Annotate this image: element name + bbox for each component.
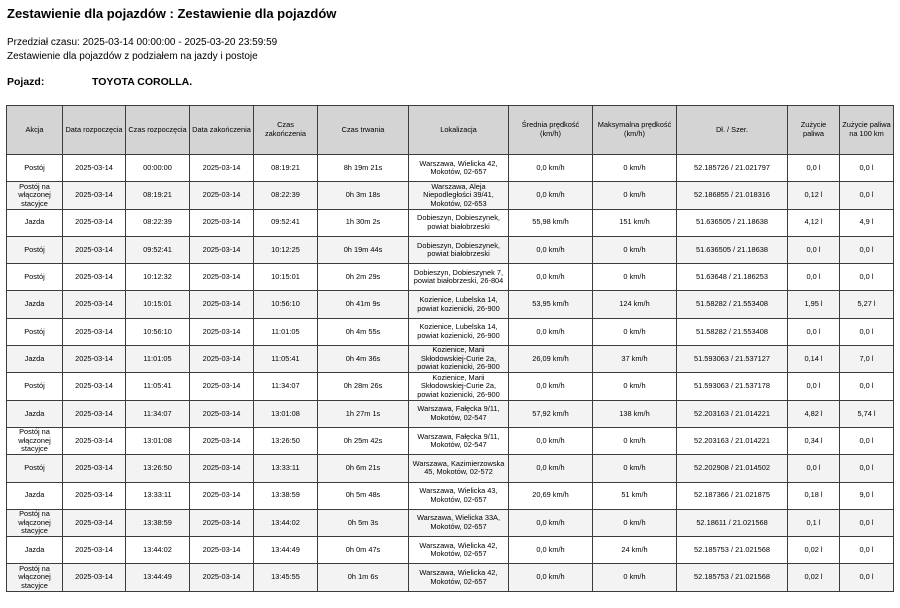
- cell-avg-speed: 55,98 km/h: [509, 209, 593, 236]
- cell-coordinates: 52.185753 / 21.021568: [677, 564, 788, 591]
- cell-action: Jazda: [7, 291, 63, 318]
- cell-location: Kozienice, Lubelska 14, powiat kozienicki, 26-900: [409, 318, 509, 345]
- cell-duration: 1h 27m 1s: [318, 400, 409, 427]
- cell-fuel-per-100km: 5,27 l: [840, 291, 894, 318]
- column-header-location: Lokalizacja: [409, 106, 509, 155]
- cell-fuel-usage: 0,02 l: [788, 537, 840, 564]
- cell-avg-speed: 0,0 km/h: [509, 509, 593, 536]
- cell-location: Warszawa, Aleja Niepodległości 39/41, Mokotów, 02-653: [409, 182, 509, 209]
- table-row: [7, 427, 894, 454]
- cell-location: Dobieszyn, Dobieszynek 7, powiat białobrzeski, 26-804: [409, 264, 509, 291]
- cell-coordinates: 52.202908 / 21.014502: [677, 455, 788, 482]
- cell-fuel-per-100km: 0,0 l: [840, 537, 894, 564]
- cell-start-time: 13:33:11: [126, 482, 190, 509]
- cell-fuel-per-100km: 0,0 l: [840, 264, 894, 291]
- cell-fuel-usage: 1,95 l: [788, 291, 840, 318]
- cell-fuel-usage: 0,0 l: [788, 155, 840, 182]
- cell-avg-speed: 0,0 km/h: [509, 264, 593, 291]
- cell-end-time: 08:22:39: [254, 182, 318, 209]
- cell-start-date: 2025-03-14: [63, 482, 126, 509]
- cell-action: Postój: [7, 455, 63, 482]
- cell-end-time: 13:38:59: [254, 482, 318, 509]
- cell-fuel-usage: 0,12 l: [788, 182, 840, 209]
- cell-max-speed: 124 km/h: [593, 291, 677, 318]
- cell-duration: 0h 41m 9s: [318, 291, 409, 318]
- cell-start-time: 08:19:21: [126, 182, 190, 209]
- cell-coordinates: 51.593063 / 21.537178: [677, 373, 788, 400]
- cell-fuel-per-100km: 5,74 l: [840, 400, 894, 427]
- cell-action: Jazda: [7, 346, 63, 373]
- cell-coordinates: 52.18611 / 21.021568: [677, 509, 788, 536]
- cell-max-speed: 37 km/h: [593, 346, 677, 373]
- cell-start-date: 2025-03-14: [63, 236, 126, 263]
- cell-end-time: 09:52:41: [254, 209, 318, 236]
- cell-start-time: 11:05:41: [126, 373, 190, 400]
- table-row: [7, 346, 894, 373]
- cell-avg-speed: 0,0 km/h: [509, 427, 593, 454]
- cell-fuel-per-100km: 0,0 l: [840, 509, 894, 536]
- column-header-end-time: Czas zakończenia: [254, 106, 318, 155]
- cell-location: Dobieszyn, Dobieszynek, powiat białobrzeski: [409, 209, 509, 236]
- cell-location: Dobieszyn, Dobieszynek, powiat białobrzeski: [409, 236, 509, 263]
- cell-duration: 0h 28m 26s: [318, 373, 409, 400]
- cell-end-date: 2025-03-14: [190, 155, 254, 182]
- cell-end-date: 2025-03-14: [190, 209, 254, 236]
- cell-fuel-per-100km: 7,0 l: [840, 346, 894, 373]
- column-header-fuel-usage: Zużycie paliwa: [788, 106, 840, 155]
- cell-max-speed: 0 km/h: [593, 264, 677, 291]
- cell-action: Postój na włączonej stacyjce: [7, 564, 63, 591]
- cell-start-date: 2025-03-14: [63, 427, 126, 454]
- cell-start-time: 13:44:02: [126, 537, 190, 564]
- column-header-avg-speed: Średnia prędkość (km/h): [509, 106, 593, 155]
- cell-duration: 0h 0m 47s: [318, 537, 409, 564]
- column-header-start-time: Czas rozpoczęcia: [126, 106, 190, 155]
- vehicle-label: Pojazd:: [7, 76, 45, 88]
- cell-fuel-per-100km: 0,0 l: [840, 236, 894, 263]
- column-header-action: Akcja: [7, 106, 63, 155]
- cell-end-time: 11:05:41: [254, 346, 318, 373]
- column-header-end-date: Data zakończenia: [190, 106, 254, 155]
- cell-action: Postój na włączonej stacyjce: [7, 509, 63, 536]
- cell-end-date: 2025-03-14: [190, 264, 254, 291]
- cell-location: Kozienice, Marii Skłodowskiej-Curie 2a, powiat kozienicki, 26-900: [409, 373, 509, 400]
- cell-avg-speed: 20,69 km/h: [509, 482, 593, 509]
- cell-end-date: 2025-03-14: [190, 427, 254, 454]
- cell-duration: 0h 2m 29s: [318, 264, 409, 291]
- cell-fuel-per-100km: 9,0 l: [840, 482, 894, 509]
- cell-fuel-per-100km: 4,9 l: [840, 209, 894, 236]
- cell-duration: 0h 6m 21s: [318, 455, 409, 482]
- cell-end-date: 2025-03-14: [190, 182, 254, 209]
- cell-max-speed: 0 km/h: [593, 427, 677, 454]
- cell-location: Warszawa, Wielicka 42, Mokotów, 02-657: [409, 537, 509, 564]
- cell-avg-speed: 0,0 km/h: [509, 318, 593, 345]
- cell-duration: 0h 1m 6s: [318, 564, 409, 591]
- cell-fuel-usage: 0,0 l: [788, 264, 840, 291]
- cell-start-time: 13:26:50: [126, 455, 190, 482]
- cell-start-time: 00:00:00: [126, 155, 190, 182]
- vehicle-name: TOYOTA COROLLA.: [92, 76, 193, 88]
- cell-fuel-per-100km: 0,0 l: [840, 427, 894, 454]
- table-row: [7, 482, 894, 509]
- cell-fuel-per-100km: 0,0 l: [840, 564, 894, 591]
- cell-coordinates: 52.186855 / 21.018316: [677, 182, 788, 209]
- cell-fuel-usage: 0,34 l: [788, 427, 840, 454]
- cell-end-time: 13:45:55: [254, 564, 318, 591]
- cell-start-time: 11:34:07: [126, 400, 190, 427]
- cell-start-time: 08:22:39: [126, 209, 190, 236]
- cell-end-date: 2025-03-14: [190, 291, 254, 318]
- cell-end-date: 2025-03-14: [190, 564, 254, 591]
- cell-fuel-usage: 0,14 l: [788, 346, 840, 373]
- column-header-coordinates: Dł. / Szer.: [677, 106, 788, 155]
- cell-start-date: 2025-03-14: [63, 537, 126, 564]
- table-row: [7, 373, 894, 400]
- cell-start-time: 10:12:32: [126, 264, 190, 291]
- cell-fuel-usage: 4,12 l: [788, 209, 840, 236]
- cell-avg-speed: 57,92 km/h: [509, 400, 593, 427]
- cell-start-date: 2025-03-14: [63, 155, 126, 182]
- cell-end-time: 10:12:25: [254, 236, 318, 263]
- cell-fuel-per-100km: 0,0 l: [840, 373, 894, 400]
- cell-end-date: 2025-03-14: [190, 346, 254, 373]
- cell-end-time: 08:19:21: [254, 155, 318, 182]
- column-header-duration: Czas trwania: [318, 106, 409, 155]
- cell-duration: 0h 5m 48s: [318, 482, 409, 509]
- cell-start-time: 13:38:59: [126, 509, 190, 536]
- cell-start-date: 2025-03-14: [63, 346, 126, 373]
- cell-action: Jazda: [7, 537, 63, 564]
- cell-end-time: 13:44:02: [254, 509, 318, 536]
- cell-start-date: 2025-03-14: [63, 400, 126, 427]
- cell-duration: 0h 4m 36s: [318, 346, 409, 373]
- cell-end-date: 2025-03-14: [190, 537, 254, 564]
- column-header-max-speed: Maksymalna prędkość (km/h): [593, 106, 677, 155]
- cell-coordinates: 52.185753 / 21.021568: [677, 537, 788, 564]
- cell-end-time: 11:01:05: [254, 318, 318, 345]
- table-header-row: [7, 106, 894, 155]
- cell-max-speed: 0 km/h: [593, 564, 677, 591]
- cell-location: Warszawa, Fałęcka 9/11, Mokotów, 02-547: [409, 427, 509, 454]
- cell-start-date: 2025-03-14: [63, 182, 126, 209]
- cell-coordinates: 52.185726 / 21.021797: [677, 155, 788, 182]
- cell-coordinates: 51.58282 / 21.553408: [677, 318, 788, 345]
- cell-max-speed: 0 km/h: [593, 182, 677, 209]
- cell-fuel-per-100km: 0,0 l: [840, 182, 894, 209]
- table-row: [7, 537, 894, 564]
- cell-fuel-usage: 0,02 l: [788, 564, 840, 591]
- cell-fuel-per-100km: 0,0 l: [840, 455, 894, 482]
- table-row: [7, 509, 894, 536]
- table-row: [7, 564, 894, 591]
- cell-duration: 0h 3m 18s: [318, 182, 409, 209]
- cell-fuel-usage: 4,82 l: [788, 400, 840, 427]
- cell-end-date: 2025-03-14: [190, 482, 254, 509]
- cell-end-date: 2025-03-14: [190, 318, 254, 345]
- cell-start-date: 2025-03-14: [63, 509, 126, 536]
- cell-avg-speed: 0,0 km/h: [509, 182, 593, 209]
- cell-end-date: 2025-03-14: [190, 400, 254, 427]
- cell-action: Postój: [7, 318, 63, 345]
- cell-avg-speed: 26,09 km/h: [509, 346, 593, 373]
- cell-max-speed: 138 km/h: [593, 400, 677, 427]
- report-subtitle: Zestawienie dla pojazdów z podziałem na jazdy i postoje: [7, 51, 258, 62]
- table-row: [7, 209, 894, 236]
- cell-end-time: 10:56:10: [254, 291, 318, 318]
- cell-coordinates: 52.203163 / 21.014221: [677, 400, 788, 427]
- cell-fuel-usage: 0,0 l: [788, 455, 840, 482]
- cell-action: Postój: [7, 155, 63, 182]
- cell-location: Warszawa, Wielicka 42, Mokotów, 02-657: [409, 564, 509, 591]
- cell-location: Warszawa, Wielicka 42, Mokotów, 02-657: [409, 155, 509, 182]
- column-header-start-date: Data rozpoczęcia: [63, 106, 126, 155]
- cell-fuel-per-100km: 0,0 l: [840, 155, 894, 182]
- page-title: Zestawienie dla pojazdów : Zestawienie dla pojazdów: [7, 6, 337, 21]
- cell-avg-speed: 53,95 km/h: [509, 291, 593, 318]
- cell-coordinates: 51.593063 / 21.537127: [677, 346, 788, 373]
- table-row: [7, 264, 894, 291]
- cell-max-speed: 51 km/h: [593, 482, 677, 509]
- cell-coordinates: 51.636505 / 21.18638: [677, 209, 788, 236]
- cell-duration: 0h 5m 3s: [318, 509, 409, 536]
- cell-start-date: 2025-03-14: [63, 318, 126, 345]
- cell-coordinates: 51.58282 / 21.553408: [677, 291, 788, 318]
- cell-fuel-per-100km: 0,0 l: [840, 318, 894, 345]
- cell-duration: 0h 19m 44s: [318, 236, 409, 263]
- summary-table: [6, 105, 894, 592]
- cell-avg-speed: 0,0 km/h: [509, 155, 593, 182]
- table-row: [7, 318, 894, 345]
- cell-end-time: 10:15:01: [254, 264, 318, 291]
- cell-fuel-usage: 0,1 l: [788, 509, 840, 536]
- cell-duration: 8h 19m 21s: [318, 155, 409, 182]
- cell-action: Postój: [7, 236, 63, 263]
- cell-action: Postój na włączonej stacyjce: [7, 427, 63, 454]
- cell-avg-speed: 0,0 km/h: [509, 537, 593, 564]
- cell-end-date: 2025-03-14: [190, 373, 254, 400]
- cell-start-time: 11:01:05: [126, 346, 190, 373]
- table-row: [7, 291, 894, 318]
- cell-end-time: 13:26:50: [254, 427, 318, 454]
- cell-fuel-usage: 0,0 l: [788, 373, 840, 400]
- column-header-fuel-per-100km: Zużycie paliwa na 100 km: [840, 106, 894, 155]
- cell-duration: 0h 4m 55s: [318, 318, 409, 345]
- cell-start-time: 13:44:49: [126, 564, 190, 591]
- cell-max-speed: 0 km/h: [593, 318, 677, 345]
- cell-start-time: 09:52:41: [126, 236, 190, 263]
- cell-location: Warszawa, Fałęcka 9/11, Mokotów, 02-547: [409, 400, 509, 427]
- cell-location: Warszawa, Kazimierzowska 45, Mokotów, 02-572: [409, 455, 509, 482]
- cell-end-time: 11:34:07: [254, 373, 318, 400]
- cell-location: Warszawa, Wielicka 33A, Mokotów, 02-657: [409, 509, 509, 536]
- cell-coordinates: 51.63648 / 21.186253: [677, 264, 788, 291]
- table-row: [7, 155, 894, 182]
- cell-end-date: 2025-03-14: [190, 455, 254, 482]
- cell-start-date: 2025-03-14: [63, 373, 126, 400]
- cell-location: Warszawa, Wielicka 43, Mokotów, 02-657: [409, 482, 509, 509]
- cell-max-speed: 151 km/h: [593, 209, 677, 236]
- table-row: [7, 455, 894, 482]
- cell-start-time: 13:01:08: [126, 427, 190, 454]
- cell-duration: 0h 25m 42s: [318, 427, 409, 454]
- cell-action: Postój na włączonej stacyjce: [7, 182, 63, 209]
- cell-coordinates: 52.203163 / 21.014221: [677, 427, 788, 454]
- cell-start-date: 2025-03-14: [63, 264, 126, 291]
- cell-end-time: 13:01:08: [254, 400, 318, 427]
- cell-max-speed: 0 km/h: [593, 236, 677, 263]
- cell-fuel-usage: 0,0 l: [788, 236, 840, 263]
- cell-coordinates: 52.187366 / 21.021875: [677, 482, 788, 509]
- cell-action: Jazda: [7, 400, 63, 427]
- cell-start-time: 10:56:10: [126, 318, 190, 345]
- cell-avg-speed: 0,0 km/h: [509, 455, 593, 482]
- cell-avg-speed: 0,0 km/h: [509, 236, 593, 263]
- cell-max-speed: 0 km/h: [593, 373, 677, 400]
- table-row: [7, 182, 894, 209]
- cell-end-time: 13:44:49: [254, 537, 318, 564]
- cell-coordinates: 51.636505 / 21.18638: [677, 236, 788, 263]
- cell-action: Postój: [7, 373, 63, 400]
- cell-max-speed: 0 km/h: [593, 155, 677, 182]
- cell-max-speed: 0 km/h: [593, 455, 677, 482]
- time-period: Przedział czasu: 2025-03-14 00:00:00 - 2025-03-20 23:59:59: [7, 37, 278, 48]
- cell-duration: 1h 30m 2s: [318, 209, 409, 236]
- cell-avg-speed: 0,0 km/h: [509, 564, 593, 591]
- cell-end-date: 2025-03-14: [190, 236, 254, 263]
- cell-action: Postój: [7, 264, 63, 291]
- cell-fuel-usage: 0,0 l: [788, 318, 840, 345]
- table-row: [7, 400, 894, 427]
- cell-avg-speed: 0,0 km/h: [509, 373, 593, 400]
- cell-end-date: 2025-03-14: [190, 509, 254, 536]
- cell-location: Kozienice, Lubelska 14, powiat kozienicki, 26-900: [409, 291, 509, 318]
- cell-action: Jazda: [7, 209, 63, 236]
- cell-start-date: 2025-03-14: [63, 455, 126, 482]
- cell-start-time: 10:15:01: [126, 291, 190, 318]
- cell-fuel-usage: 0,18 l: [788, 482, 840, 509]
- cell-max-speed: 0 km/h: [593, 509, 677, 536]
- cell-start-date: 2025-03-14: [63, 209, 126, 236]
- table-row: [7, 236, 894, 263]
- cell-action: Jazda: [7, 482, 63, 509]
- cell-start-date: 2025-03-14: [63, 564, 126, 591]
- cell-location: Kozienice, Marii Skłodowskiej-Curie 2a, powiat kozienicki, 26-900: [409, 346, 509, 373]
- cell-start-date: 2025-03-14: [63, 291, 126, 318]
- cell-max-speed: 24 km/h: [593, 537, 677, 564]
- cell-end-time: 13:33:11: [254, 455, 318, 482]
